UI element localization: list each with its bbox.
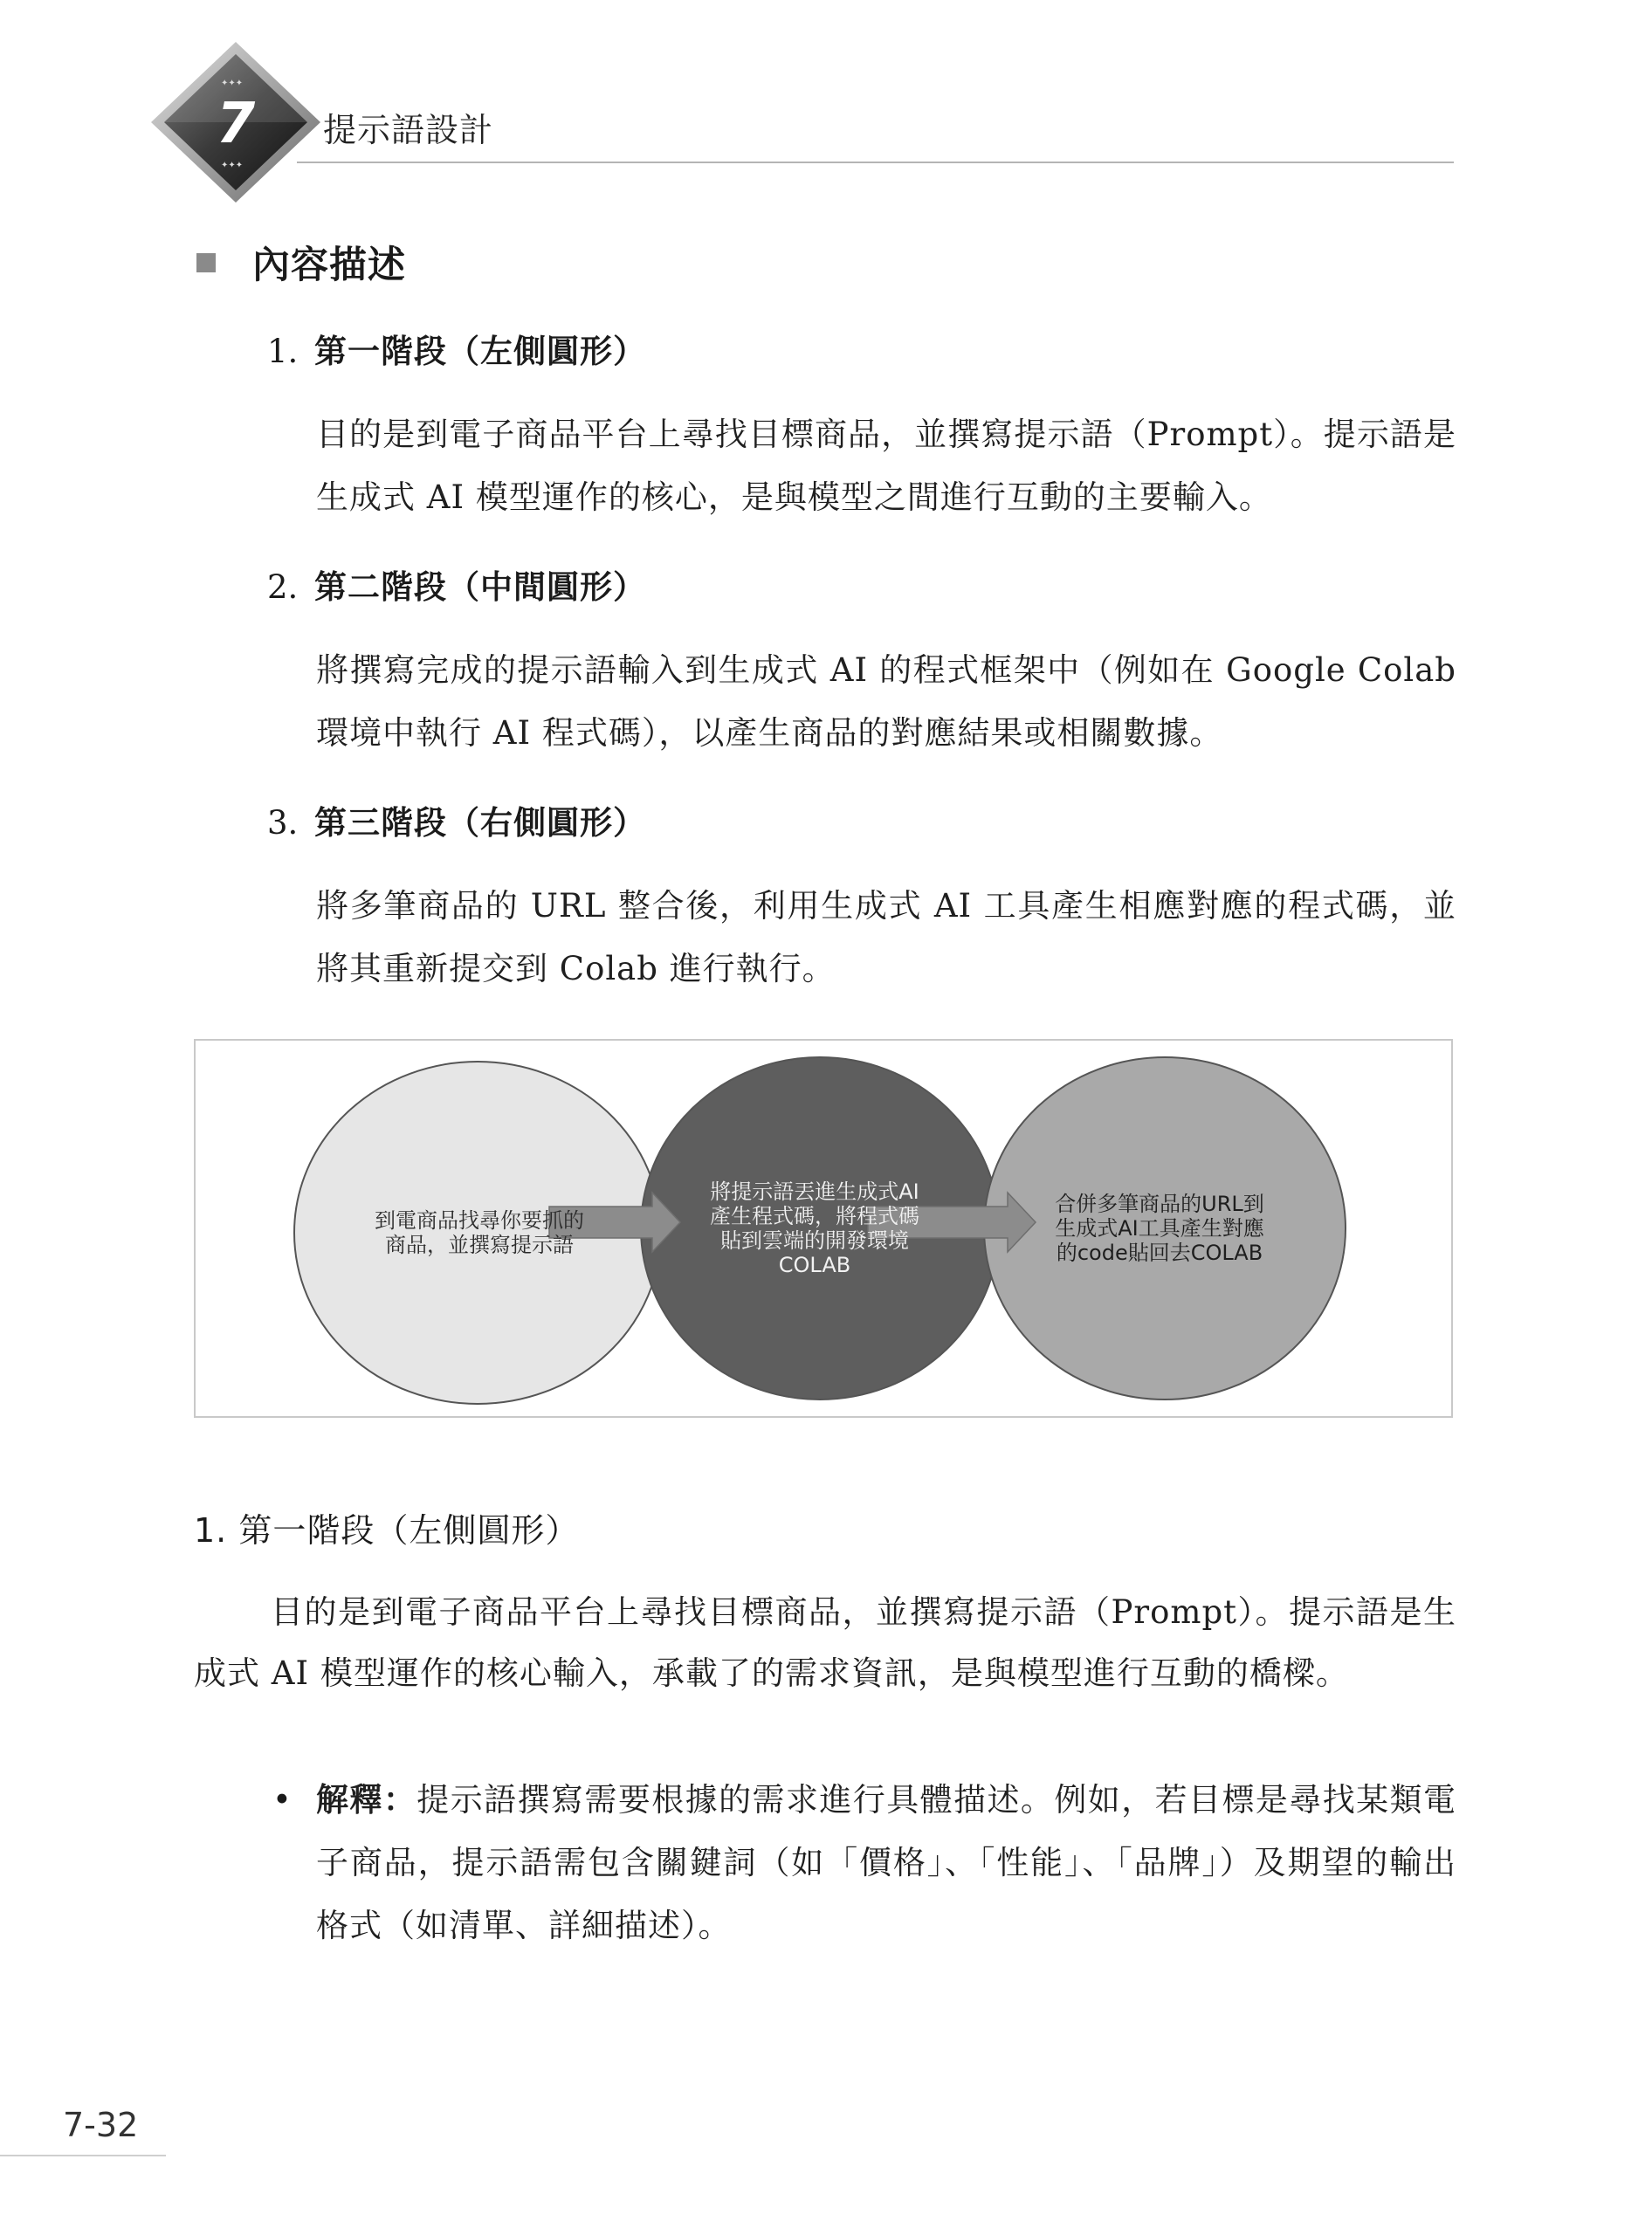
- explain-list-item: [272, 1769, 1456, 1957]
- badge-star-icon: ✦✦✦: [221, 161, 244, 170]
- chapter-number: 7: [216, 92, 256, 156]
- explain-paragraph: [316, 1769, 1456, 1957]
- badge-star-icon: ✦✦✦: [221, 79, 244, 88]
- footer-divider: [0, 2155, 166, 2156]
- stage-heading-3: [267, 796, 646, 843]
- process-figure: [194, 1039, 1453, 1418]
- stage-heading-2: [267, 560, 646, 608]
- stage-label: 第一階段（左側圓形）: [314, 333, 646, 370]
- chapter-badge: [118, 35, 345, 210]
- section-heading: [196, 236, 406, 289]
- stage-description-3: 將多筆商品的 URL 整合後，利用生成式 AI 工具產生相應對應的程式碼，並將其重新提交到 Colab 進行執行。: [316, 887, 1456, 987]
- stage-label: 第三階段（右側圓形）: [314, 804, 646, 842]
- bullet-dot-icon: •: [272, 1781, 292, 1819]
- circle-1-label-line: 到電商品找尋你要抓的: [375, 1208, 584, 1233]
- circle-1-label-line: 商品，並撰寫提示語: [385, 1233, 574, 1257]
- detail-heading: 1. 第一階段（左側圓形）: [194, 1511, 580, 1550]
- circle-2-label-line: 將提示語丟進生成式AI: [710, 1179, 919, 1204]
- chapter-title: 提示語設計: [323, 111, 494, 149]
- circle-3-label-line: 生成式AI工具產生對應: [1055, 1216, 1264, 1241]
- circle-2-label-line: 產生程式碼，將程式碼: [710, 1204, 919, 1228]
- stage-description-1: 目的是到電子商品平台上尋找目標商品，並撰寫提示語（Prompt）。提示語是生成式 AI 模型運作的核心，是與模型之間進行互動的主要輸入。: [316, 416, 1456, 516]
- page-number: 7-32: [63, 2106, 139, 2144]
- detail-body: 目的是到電子商品平台上尋找目標商品，並撰寫提示語（Prompt）。提示語是生成式 AI 模型運作的核心輸入，承載了的需求資訊，是與模型進行互動的橋樑。: [194, 1593, 1456, 1692]
- stage-description-2: 將撰寫完成的提示語輸入到生成式 AI 的程式框架中（例如在 Google Colab 環境中執行 AI 程式碼），以產生商品的對應結果或相關數據。: [316, 651, 1456, 752]
- stage-label: 第二階段（中間圓形）: [314, 568, 646, 606]
- explain-label: 解釋：: [316, 1781, 417, 1819]
- stage-heading-1: [267, 325, 646, 372]
- stage-number: 1.: [267, 333, 299, 370]
- stage-number: 2.: [267, 568, 299, 606]
- stage-number: 3.: [267, 804, 299, 842]
- section-title: 內容描述: [252, 244, 406, 287]
- circle-2-label-line: 貼到雲端的開發環境: [720, 1228, 909, 1253]
- explain-text: 提示語撰寫需要根據的需求進行具體描述。例如，若目標是尋找某類電子商品，提示語需包含關鍵詞（如「價格」、「性能」、「品牌」）及期望的輸出格式（如清單、詳細描述）。: [316, 1781, 1457, 1944]
- square-bullet-icon: [196, 253, 216, 272]
- circle-2-label-line: COLAB: [778, 1253, 851, 1277]
- circle-3-label-line: 合併多筆商品的URL到: [1055, 1192, 1264, 1216]
- circle-3-label-line: 的code貼回去COLAB: [1056, 1241, 1263, 1265]
- header-divider: [297, 162, 1454, 163]
